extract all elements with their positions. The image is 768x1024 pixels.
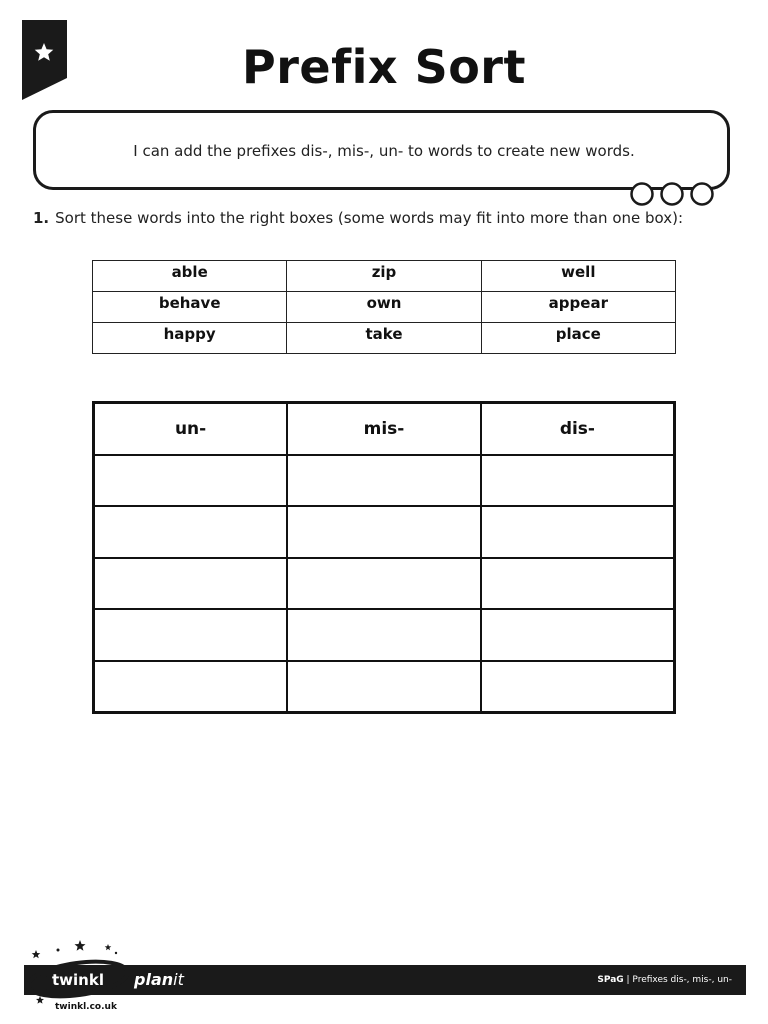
table-row (94, 609, 675, 661)
question-1 (33, 209, 683, 227)
logo-text: twinkl (52, 971, 104, 989)
learning-objective-text: I can add the prefixes dis-, mis-, un- to words to create new words. (133, 142, 635, 160)
answer-cell[interactable] (287, 661, 481, 713)
answer-cell[interactable] (481, 609, 675, 661)
answer-cell[interactable] (481, 661, 675, 713)
table-row (94, 661, 675, 713)
header-dis: dis- (481, 403, 675, 455)
logo-url: twinkl.co.uk (55, 1002, 117, 1012)
plan-suffix: it (173, 970, 184, 989)
table-row (93, 261, 676, 292)
table-row (94, 558, 675, 610)
prefix-sort-table (92, 401, 676, 714)
header-row (94, 403, 675, 455)
answer-cell[interactable] (287, 609, 481, 661)
word-bank-table (92, 260, 676, 354)
star-icon (36, 996, 44, 1004)
star-icon (75, 940, 86, 951)
plan-prefix: plan (134, 970, 174, 989)
answer-cell[interactable] (94, 661, 288, 713)
word-cell: behave (93, 292, 287, 323)
word-cell: able (93, 261, 287, 292)
answer-cell[interactable] (287, 558, 481, 610)
table-row (94, 455, 675, 507)
answer-cell[interactable] (287, 455, 481, 507)
planit-label (134, 970, 184, 989)
footer-separator: | (623, 975, 633, 985)
word-cell: happy (93, 323, 287, 354)
star-icon (57, 949, 60, 952)
header-mis: mis- (287, 403, 481, 455)
answer-cell[interactable] (481, 558, 675, 610)
page-title: Prefix Sort (242, 40, 526, 94)
question-number: 1. (33, 209, 50, 227)
word-cell: well (481, 261, 675, 292)
table-row (93, 292, 676, 323)
word-cell: appear (481, 292, 675, 323)
word-cell: place (481, 323, 675, 354)
three-rings-decoration (628, 181, 716, 207)
question-text: Sort these words into the right boxes (some words may fit into more than one box): (55, 209, 684, 227)
answer-cell[interactable] (94, 558, 288, 610)
star-icon (32, 950, 41, 958)
footer-topic-text: Prefixes dis-, mis-, un- (632, 975, 732, 985)
answer-cell[interactable] (94, 506, 288, 558)
star-icon (105, 944, 112, 950)
footer-topic (597, 975, 732, 985)
table-row (94, 506, 675, 558)
word-cell: take (287, 323, 481, 354)
answer-cell[interactable] (481, 455, 675, 507)
word-cell: own (287, 292, 481, 323)
header-un: un- (94, 403, 288, 455)
answer-cell[interactable] (94, 609, 288, 661)
star-icon (115, 952, 117, 954)
word-cell: zip (287, 261, 481, 292)
answer-cell[interactable] (481, 506, 675, 558)
answer-cell[interactable] (94, 455, 288, 507)
answer-cell[interactable] (287, 506, 481, 558)
table-row (93, 323, 676, 354)
footer-subject: SPaG (597, 975, 624, 985)
